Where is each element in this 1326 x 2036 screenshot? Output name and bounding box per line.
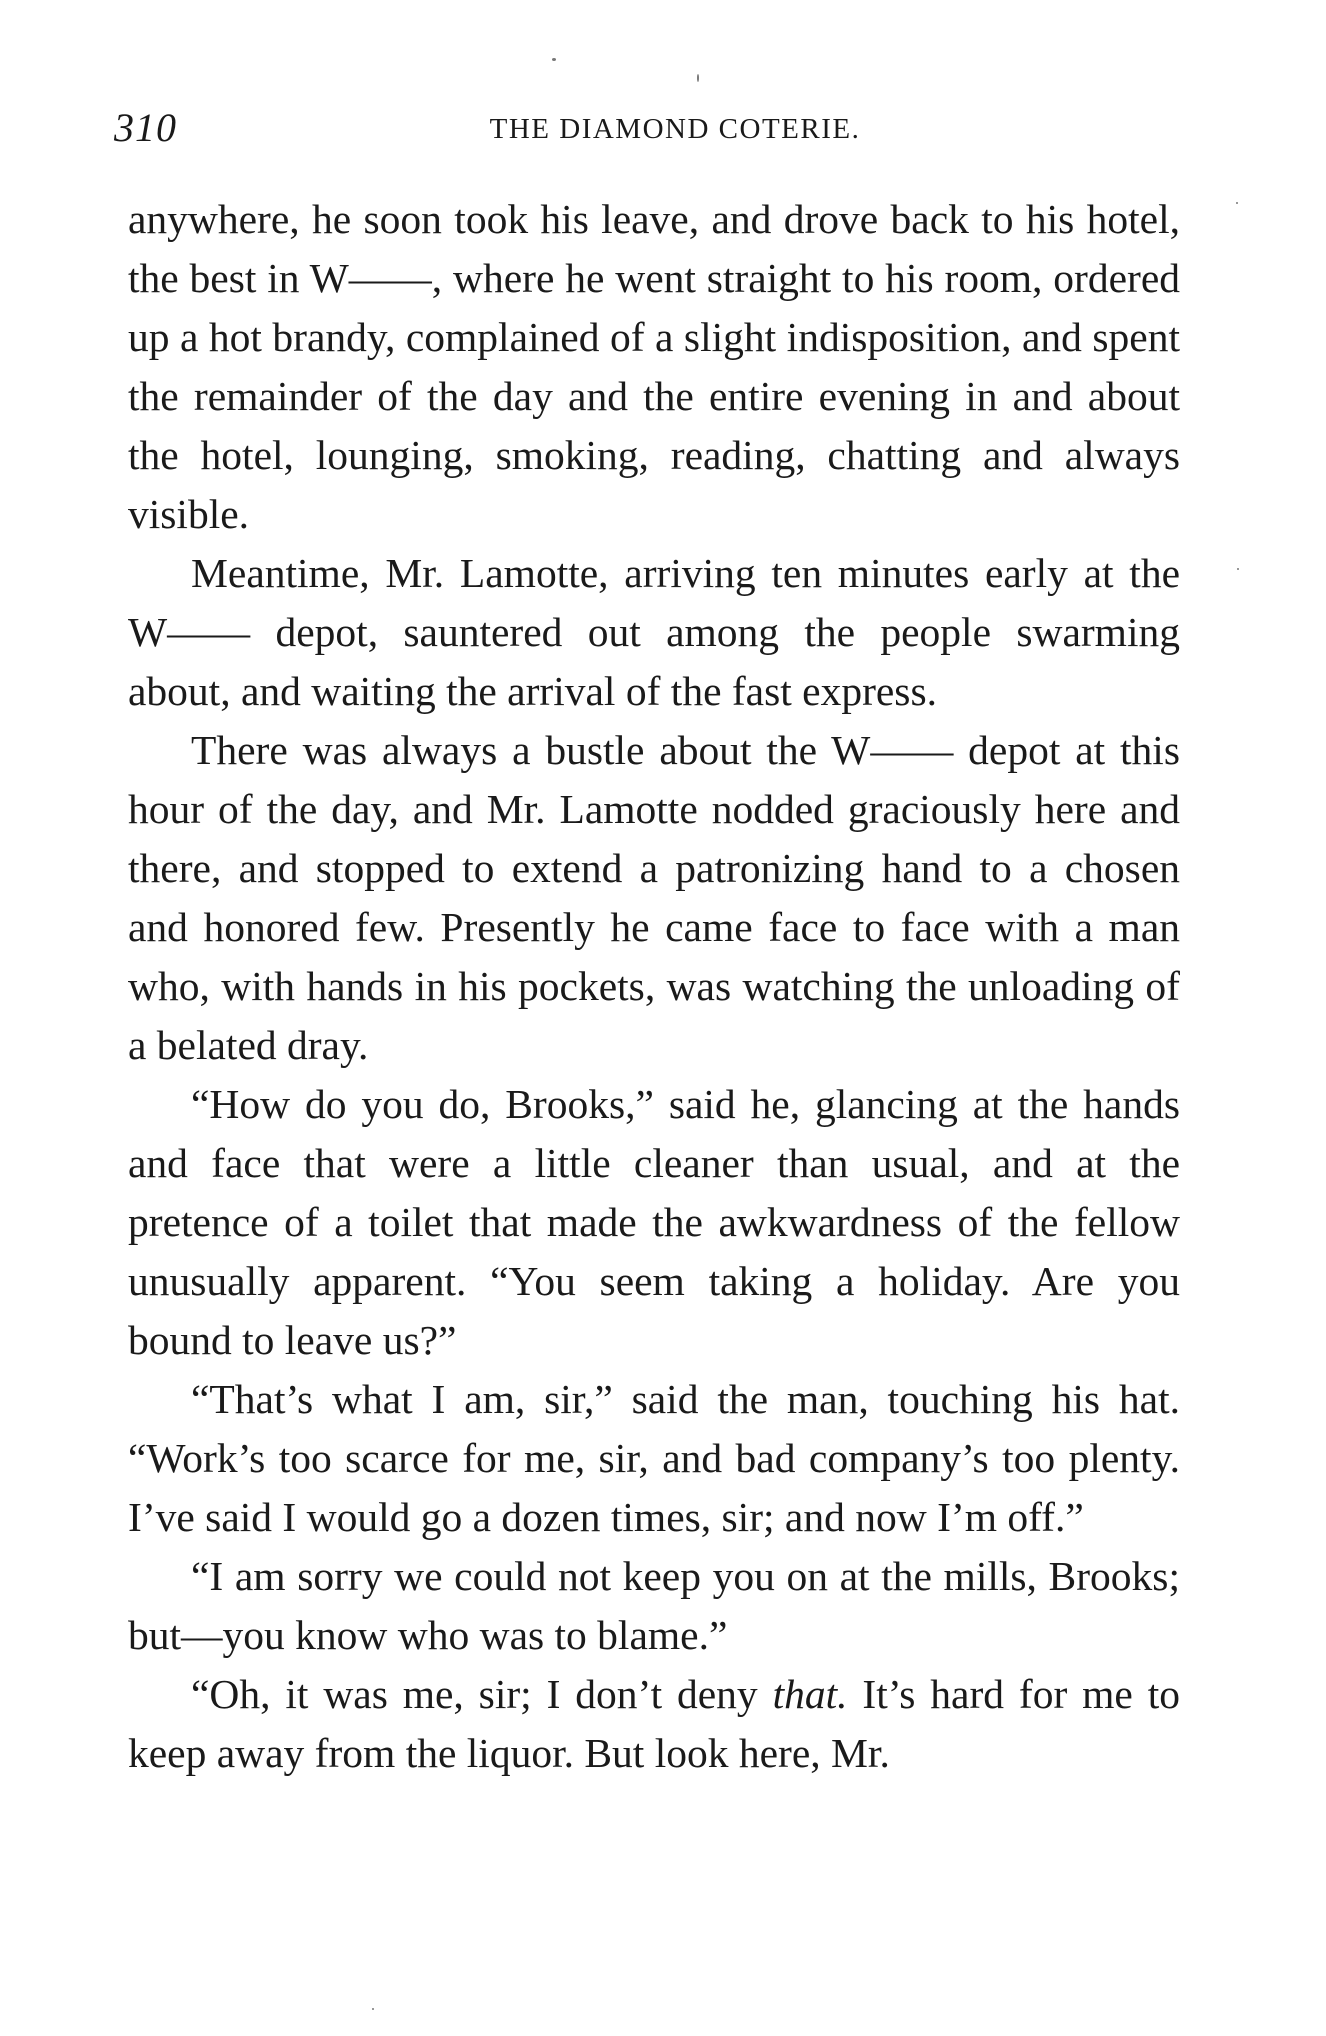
- scan-speck: [697, 74, 699, 82]
- paragraph: “How do you do, Brooks,” said he, glancing at the hands and face that were a little cleaner than usual, and at the pretence of a toilet that made the awkwardness of the fellow unusually apparent. “You seem taking a holiday. Are you bound to leave us?”: [128, 1081, 1180, 1363]
- running-title: THE DIAMOND COTERIE.: [489, 113, 861, 145]
- page-header: [114, 104, 1196, 154]
- page-number: 310: [114, 105, 177, 150]
- paragraph: There was always a bustle about the W—— depot at this hour of the day, and Mr. Lamotte nodded graciously here and there, and stopped to extend a patronizing hand to a chosen and honored few. Presently he came face to face with a man who, with hands in his pockets, was watching the unloading of a belated dray.: [128, 727, 1180, 1068]
- paragraph: “I am sorry we could not keep you on at the mills, Brooks; but—you know who was to blame.”: [128, 1553, 1180, 1658]
- italic-emphasis: that.: [772, 1671, 848, 1717]
- scan-speck: [552, 58, 556, 61]
- paragraph-text: It’s hard for me to keep away from the liquor. But look here, Mr.: [128, 1671, 1181, 1776]
- paragraph-text: “Oh, it was me, sir; I don’t deny: [191, 1671, 773, 1717]
- body-text: [128, 190, 1180, 1783]
- scan-speck: [1237, 568, 1239, 570]
- paragraph: “That’s what I am, sir,” said the man, touching his hat. “Work’s too scarce for me, sir, and bad company’s too plenty. I’ve said I would go a dozen times, sir; and now I’m off.”: [128, 1376, 1180, 1540]
- paragraph: anywhere, he soon took his leave, and drove back to his hotel, the best in W——, where he went straight to his room, ordered up a hot brandy, complained of a slight indisposition, and spent the remainder of the day and the entire evening in and about the hotel, lounging, smoking, reading, chatting and always visible.: [128, 196, 1180, 537]
- scan-speck: [1236, 202, 1238, 204]
- scan-speck: [372, 2008, 374, 2010]
- paragraph-last: [128, 1665, 1180, 1783]
- paragraph: Meantime, Mr. Lamotte, arriving ten minutes early at the W—— depot, sauntered out among the people swarming about, and waiting the arrival of the fast express.: [128, 550, 1180, 714]
